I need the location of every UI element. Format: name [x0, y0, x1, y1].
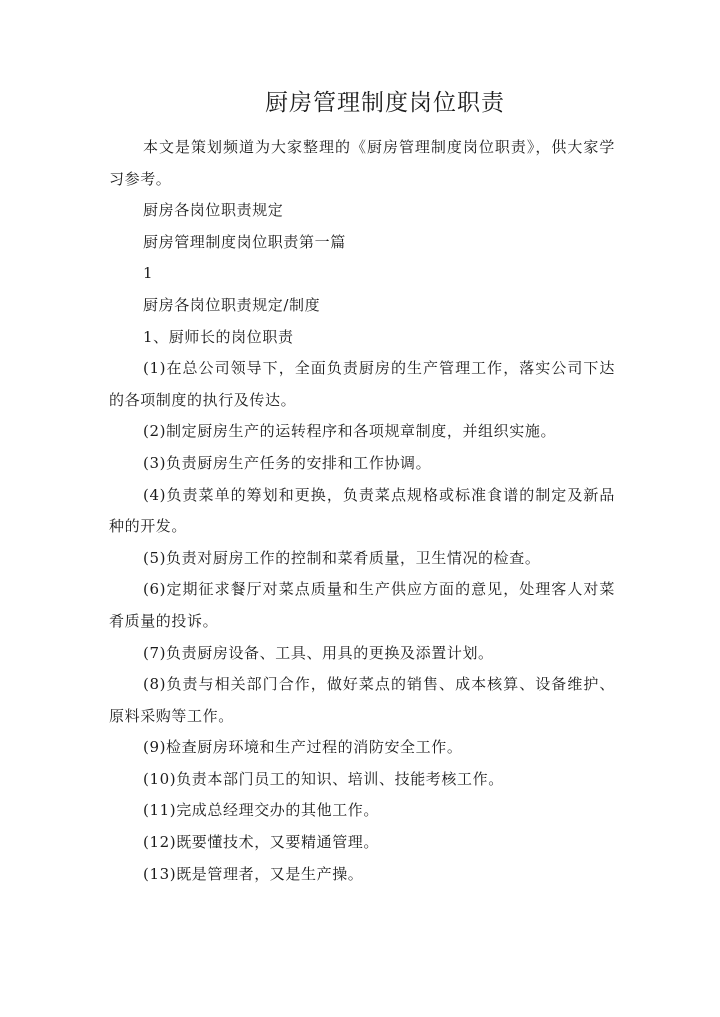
- paragraph-heading-rules: 厨房各岗位职责规定: [143, 201, 284, 220]
- paragraph-intro: 本文是策划频道为大家整理的《厨房管理制度岗位职责》，供大家学习参考。: [109, 138, 615, 188]
- duty-item-7: (7)负责厨房设备、工具、用具的更换及添置计划。: [143, 643, 494, 662]
- duty-item-1: (1)在总公司领导下，全面负责厨房的生产管理工作，落实公司下达的各项制度的执行及传达。: [109, 359, 615, 409]
- duty-item-8: (8)负责与相关部门合作，做好菜点的销售、成本核算、设备维护、原料采购等工作。: [109, 675, 615, 725]
- duty-item-2: (2)制定厨房生产的运转程序和各项规章制度，并组织实施。: [143, 422, 557, 441]
- paragraph-part-one: 厨房管理制度岗位职责第一篇: [143, 232, 346, 251]
- document-title: 厨房管理制度岗位职责: [265, 90, 505, 116]
- duty-item-5: (5)负责对厨房工作的控制和菜肴质量，卫生情况的检查。: [143, 548, 541, 567]
- duty-item-13: (13)既是管理者，又是生产操。: [143, 864, 364, 883]
- paragraph-rules-system: 厨房各岗位职责规定/制度: [143, 295, 321, 314]
- document-body: [109, 132, 615, 890]
- duty-item-3: (3)负责厨房生产任务的安排和工作协调。: [143, 453, 432, 472]
- duty-item-12: (12)既要懂技术，又要精通管理。: [143, 833, 379, 852]
- paragraph-chef-duties: 1、厨师长的岗位职责: [143, 327, 294, 346]
- duty-item-6: (6)定期征求餐厅对菜点质量和生产供应方面的意见，处理客人对菜肴质量的投诉。: [109, 580, 615, 630]
- duty-item-10: (10)负责本部门员工的知识、培训、技能考核工作。: [143, 769, 504, 788]
- duty-item-4: (4)负责菜单的筹划和更换，负责菜点规格或标准食谱的制定及新品种的开发。: [109, 485, 615, 536]
- duty-item-9: (9)检查厨房环境和生产过程的消防安全工作。: [143, 738, 463, 757]
- duty-item-11: (11)完成总经理交办的其他工作。: [143, 801, 379, 820]
- paragraph-number: 1: [143, 264, 154, 283]
